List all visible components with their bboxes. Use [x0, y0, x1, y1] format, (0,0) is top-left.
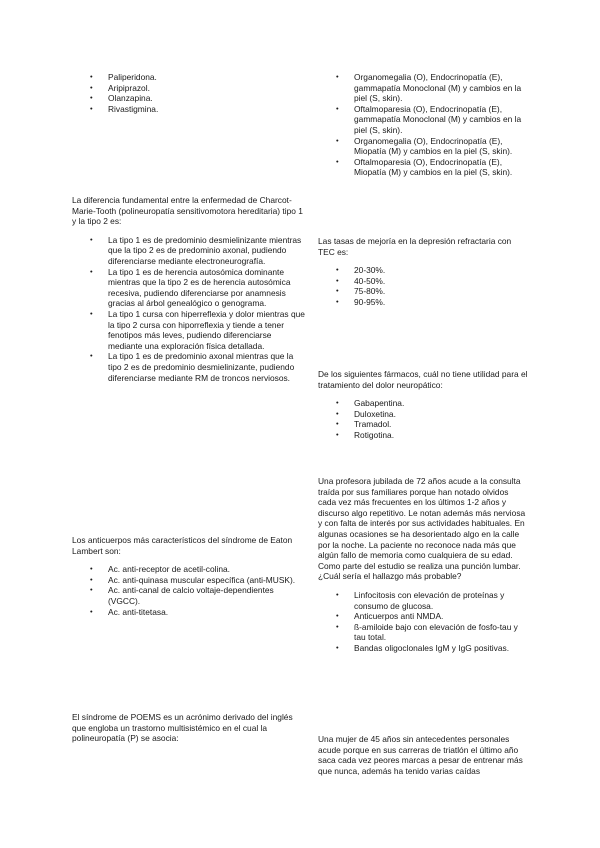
option-item: • Aripiprazol. [72, 83, 308, 94]
option-item: • La tipo 1 es de herencia autosómica dominante mientras que la tipo 2 es de herencia autosómica recesiva, pudiendo diferenciarse por anamnesis gracias al árbol genealógico o genograma. [72, 267, 308, 309]
option-item: • Ac. anti-titetasa. [72, 607, 308, 618]
question-text: La diferencia fundamental entre la enfermedad de Charcot-Marie-Tooth (polineuropatía sensitivomotora hereditaria) tipo 1 y la tipo 2 es: [72, 195, 303, 227]
question-eaton-lambert [72, 535, 308, 617]
option-item: • Ac. anti-canal de calcio voltaje-dependientes (VGCC). [72, 585, 308, 606]
question-text: El síndrome de POEMS es un acrónimo derivado del inglés que engloba un trastorno multisistémico en el cual la polineuropatía (P) se asocia: [72, 712, 293, 744]
option-item: • ß-amiloide bajo con elevación de fosfo-tau y tau total. [318, 622, 528, 643]
option-item: • Bandas oligoclonales IgM y IgG positivas. [318, 643, 528, 654]
question-poems [72, 712, 308, 744]
option-item: • Oftalmoparesia (O), Endocrinopatía (E), Miopatía (M) y cambios en la piel (S, skin). [318, 157, 528, 178]
option-item: • Duloxetina. [318, 409, 528, 420]
option-item: • Ac. anti-quinasa muscular específica (anti-MUSK). [72, 575, 308, 586]
question-text: De los siguientes fármacos, cuál no tiene utilidad para el tratamiento del dolor neuropático: [318, 369, 528, 390]
option-list [72, 564, 308, 617]
question-tec-depression [318, 236, 528, 308]
option-item: • Tramadol. [318, 419, 528, 430]
right-options-top [318, 72, 528, 178]
option-item: • Oftalmoparesia (O), Endocrinopatía (E), gammapatía Monoclonal (M) y cambios en la piel (S, skin). [318, 104, 528, 136]
option-item: • Anticuerpos anti NMDA. [318, 611, 528, 622]
left-options-top [72, 72, 308, 114]
option-item: • 75-80%. [318, 286, 528, 297]
option-list [318, 398, 528, 440]
option-list [318, 72, 528, 178]
right-column [318, 0, 528, 848]
question-text: Los anticuerpos más característicos del síndrome de Eaton Lambert son: [72, 535, 293, 556]
option-item: • 20-30%. [318, 265, 528, 276]
option-item: • Linfocitosis con elevación de proteínas y consumo de glucosa. [318, 590, 528, 611]
question-retired-teacher [318, 476, 528, 654]
question-text: Una profesora jubilada de 72 años acude a la consulta traída por sus familiares porque han notado olvidos cada vez más frecuentes en los últimos 1-2 años y discurso algo repetitivo. Le notan además más nerviosa y con falta de interés por sus actividades habituales. En algunas ocasiones se ha desorientado algo en la calle por la noche. La paciente no reconoce nada más que algún fallo de memoria como cualquiera de su edad. Como parte del estudio se realiza una punción lumbar. ¿Cuál sería el hallazgo más probable? [318, 476, 526, 582]
option-item: • La tipo 1 es de predominio desmielinizante mientras que la tipo 2 es de predominio axonal, pudiendo diferenciarse mediante electroneurografía. [72, 235, 308, 267]
option-item: • Rivastigmina. [72, 104, 308, 115]
option-list [318, 590, 528, 654]
option-item: • 40-50%. [318, 276, 528, 287]
question-charcot-marie-tooth [72, 195, 308, 383]
option-item: • Olanzapina. [72, 93, 308, 104]
option-item: • 90-95%. [318, 297, 528, 308]
option-item: • Organomegalia (O), Endocrinopatía (E), gammapatía Monoclonal (M) y cambios en la piel (S, skin). [318, 72, 528, 104]
question-text: Las tasas de mejoría en la depresión refractaria con TEC es: [318, 236, 512, 257]
option-item: • Paliperidona. [72, 72, 308, 83]
question-triathlon-woman [318, 734, 528, 776]
option-item: • Gabapentina. [318, 398, 528, 409]
option-item: • Rotigotina. [318, 430, 528, 441]
option-item: • La tipo 1 cursa con hiperreflexia y dolor mientras que la tipo 2 cursa con hiporreflexia y tiende a tener fenotipos más leves, pudiendo diferenciarse mediante una exploración física detallada. [72, 309, 308, 351]
option-list [72, 72, 308, 114]
question-text: Una mujer de 45 años sin antecedentes personales acude porque en sus carreras de triatlón el último año saca cada vez peores marcas a pesar de entrenar más que nunca, además ha tenido varias caídas [318, 734, 523, 776]
left-column [72, 0, 308, 848]
option-list [72, 235, 308, 383]
option-item: • Ac. anti-receptor de acetil-colina. [72, 564, 308, 575]
option-list [318, 265, 528, 307]
option-item: • Organomegalia (O), Endocrinopatía (E), Miopatía (M) y cambios en la piel (S, skin). [318, 136, 528, 157]
option-item: • La tipo 1 es de predominio axonal mientras que la tipo 2 es de predominio desmielinizante, pudiendo diferenciarse mediante RM de troncos nerviosos. [72, 351, 308, 383]
question-neuropathic-pain [318, 369, 528, 441]
